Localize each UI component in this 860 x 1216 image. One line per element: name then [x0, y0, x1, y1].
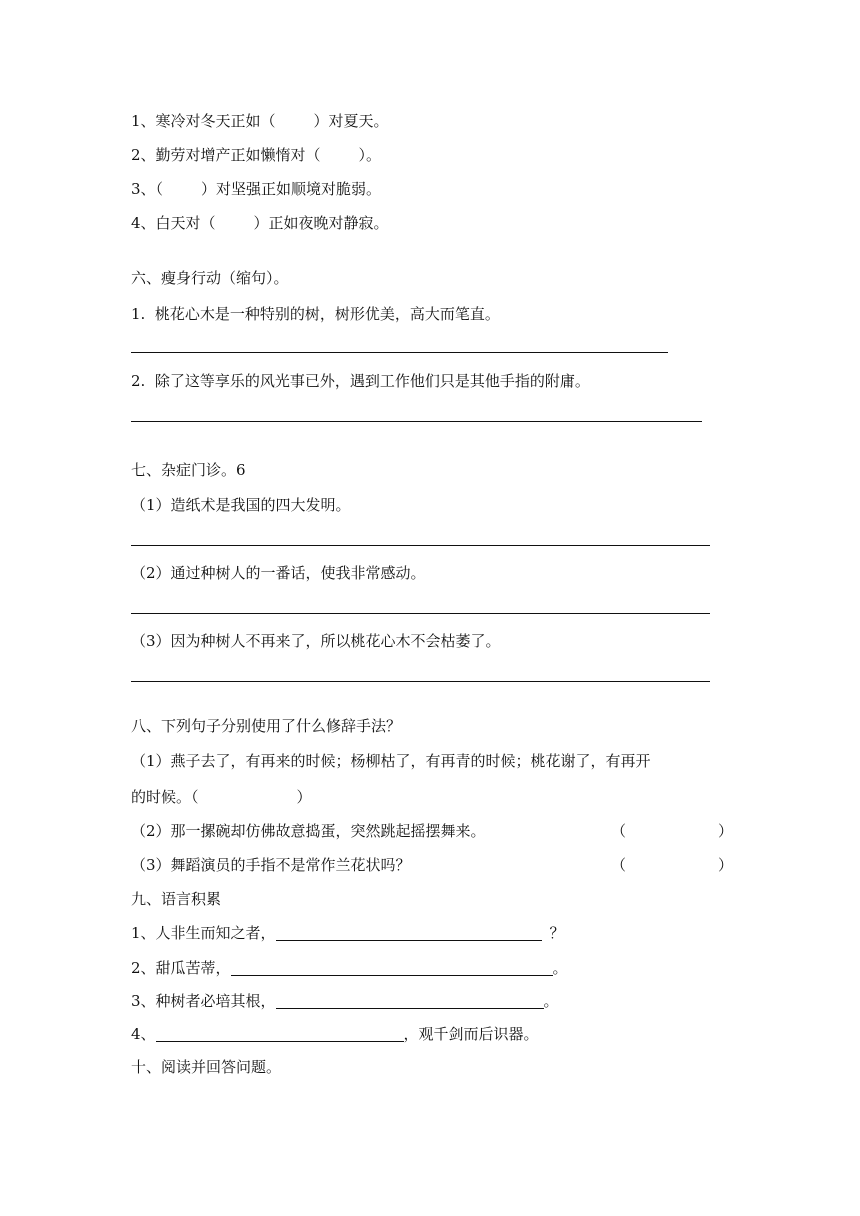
section9-title: 九、语言积累 [131, 890, 222, 908]
paren-close: ） [296, 788, 312, 806]
paren-open: （ [611, 822, 627, 840]
section8-question-2: （2）那一摞碗却仿佛故意捣蛋，突然跳起摇摆舞来。 [131, 822, 486, 840]
fill-in-line[interactable] [156, 1025, 404, 1042]
section6-question-2: 2. 除了这等享乐的风光事已外，遇到工作他们只是其他手指的附庸。 [131, 372, 590, 390]
paren-close: ） [718, 822, 734, 840]
question-text: 。 [552, 959, 568, 977]
answer-line[interactable] [131, 545, 710, 546]
analogy-text: 3、（ [131, 180, 164, 198]
analogy-text: 2、勤劳对增产正如懒惰对（ [131, 146, 321, 164]
section9-question-2 [131, 958, 568, 978]
analogy-text: 4、白天对（ [131, 214, 216, 232]
section7-question-2: （2）通过种树人的一番话，使我非常感动。 [131, 564, 426, 582]
section8-title: 八、下列句子分别使用了什么修辞手法？ [131, 717, 402, 735]
fill-in-line[interactable] [276, 992, 544, 1009]
answer-line[interactable] [131, 681, 710, 682]
question-text: 1、人非生而知之者， [131, 924, 276, 942]
section9-question-3 [131, 991, 559, 1011]
question-text: 3、种树者必培其根， [131, 992, 276, 1010]
section6-question-1: 1. 桃花心木是一种特别的树，树形优美，高大而笔直。 [131, 305, 500, 323]
section9-question-1 [131, 923, 565, 943]
answer-blank[interactable] [628, 821, 718, 841]
section6-title: 六、瘦身行动（缩句）。 [131, 269, 289, 287]
question-text: 的时候。（ [131, 788, 199, 806]
section8-question-1-line2 [131, 787, 312, 807]
analogy-text: 1、寒冷对冬天正如（ [131, 112, 276, 130]
section7-title: 七、杂症门诊。6 [131, 461, 246, 479]
analogy-item-1 [131, 111, 389, 131]
analogy-text: ）。 [358, 146, 382, 164]
analogy-text: ）对夏天。 [313, 112, 389, 130]
analogy-item-4 [131, 213, 389, 233]
paren-open: （ [611, 856, 627, 874]
question-text: 4、 [131, 1025, 156, 1043]
section7-question-1: （1）造纸术是我国的四大发明。 [131, 496, 351, 514]
question-text: 2、甜瓜苦蒂， [131, 959, 231, 977]
fill-in-line[interactable] [276, 924, 542, 941]
question-text: ，观千剑而后识器。 [403, 1025, 539, 1043]
question-text: ？ [549, 924, 565, 942]
answer-line[interactable] [131, 352, 668, 353]
section8-question-1-line1: （1）燕子去了，有再来的时候；杨柳枯了，有再青的时候；桃花谢了，有再开 [131, 752, 651, 770]
paren-close: ） [718, 856, 734, 874]
analogy-item-3 [131, 179, 381, 199]
section10-title: 十、阅读并回答问题。 [131, 1058, 282, 1076]
analogy-text: ）对坚强正如顺境对脆弱。 [201, 180, 382, 198]
answer-line[interactable] [131, 421, 702, 422]
analogy-text: ）正如夜晚对静寂。 [253, 214, 389, 232]
analogy-item-2 [131, 145, 381, 165]
section9-question-4 [131, 1024, 539, 1044]
answer-blank[interactable] [628, 855, 718, 875]
section7-question-3: （3）因为种树人不再来了，所以桃花心木不会枯萎了。 [131, 632, 501, 650]
section8-question-3: （3）舞蹈演员的手指不是常作兰花状吗？ [131, 856, 411, 874]
answer-line[interactable] [131, 613, 710, 614]
fill-in-line[interactable] [231, 959, 553, 976]
question-text: 。 [543, 992, 559, 1010]
